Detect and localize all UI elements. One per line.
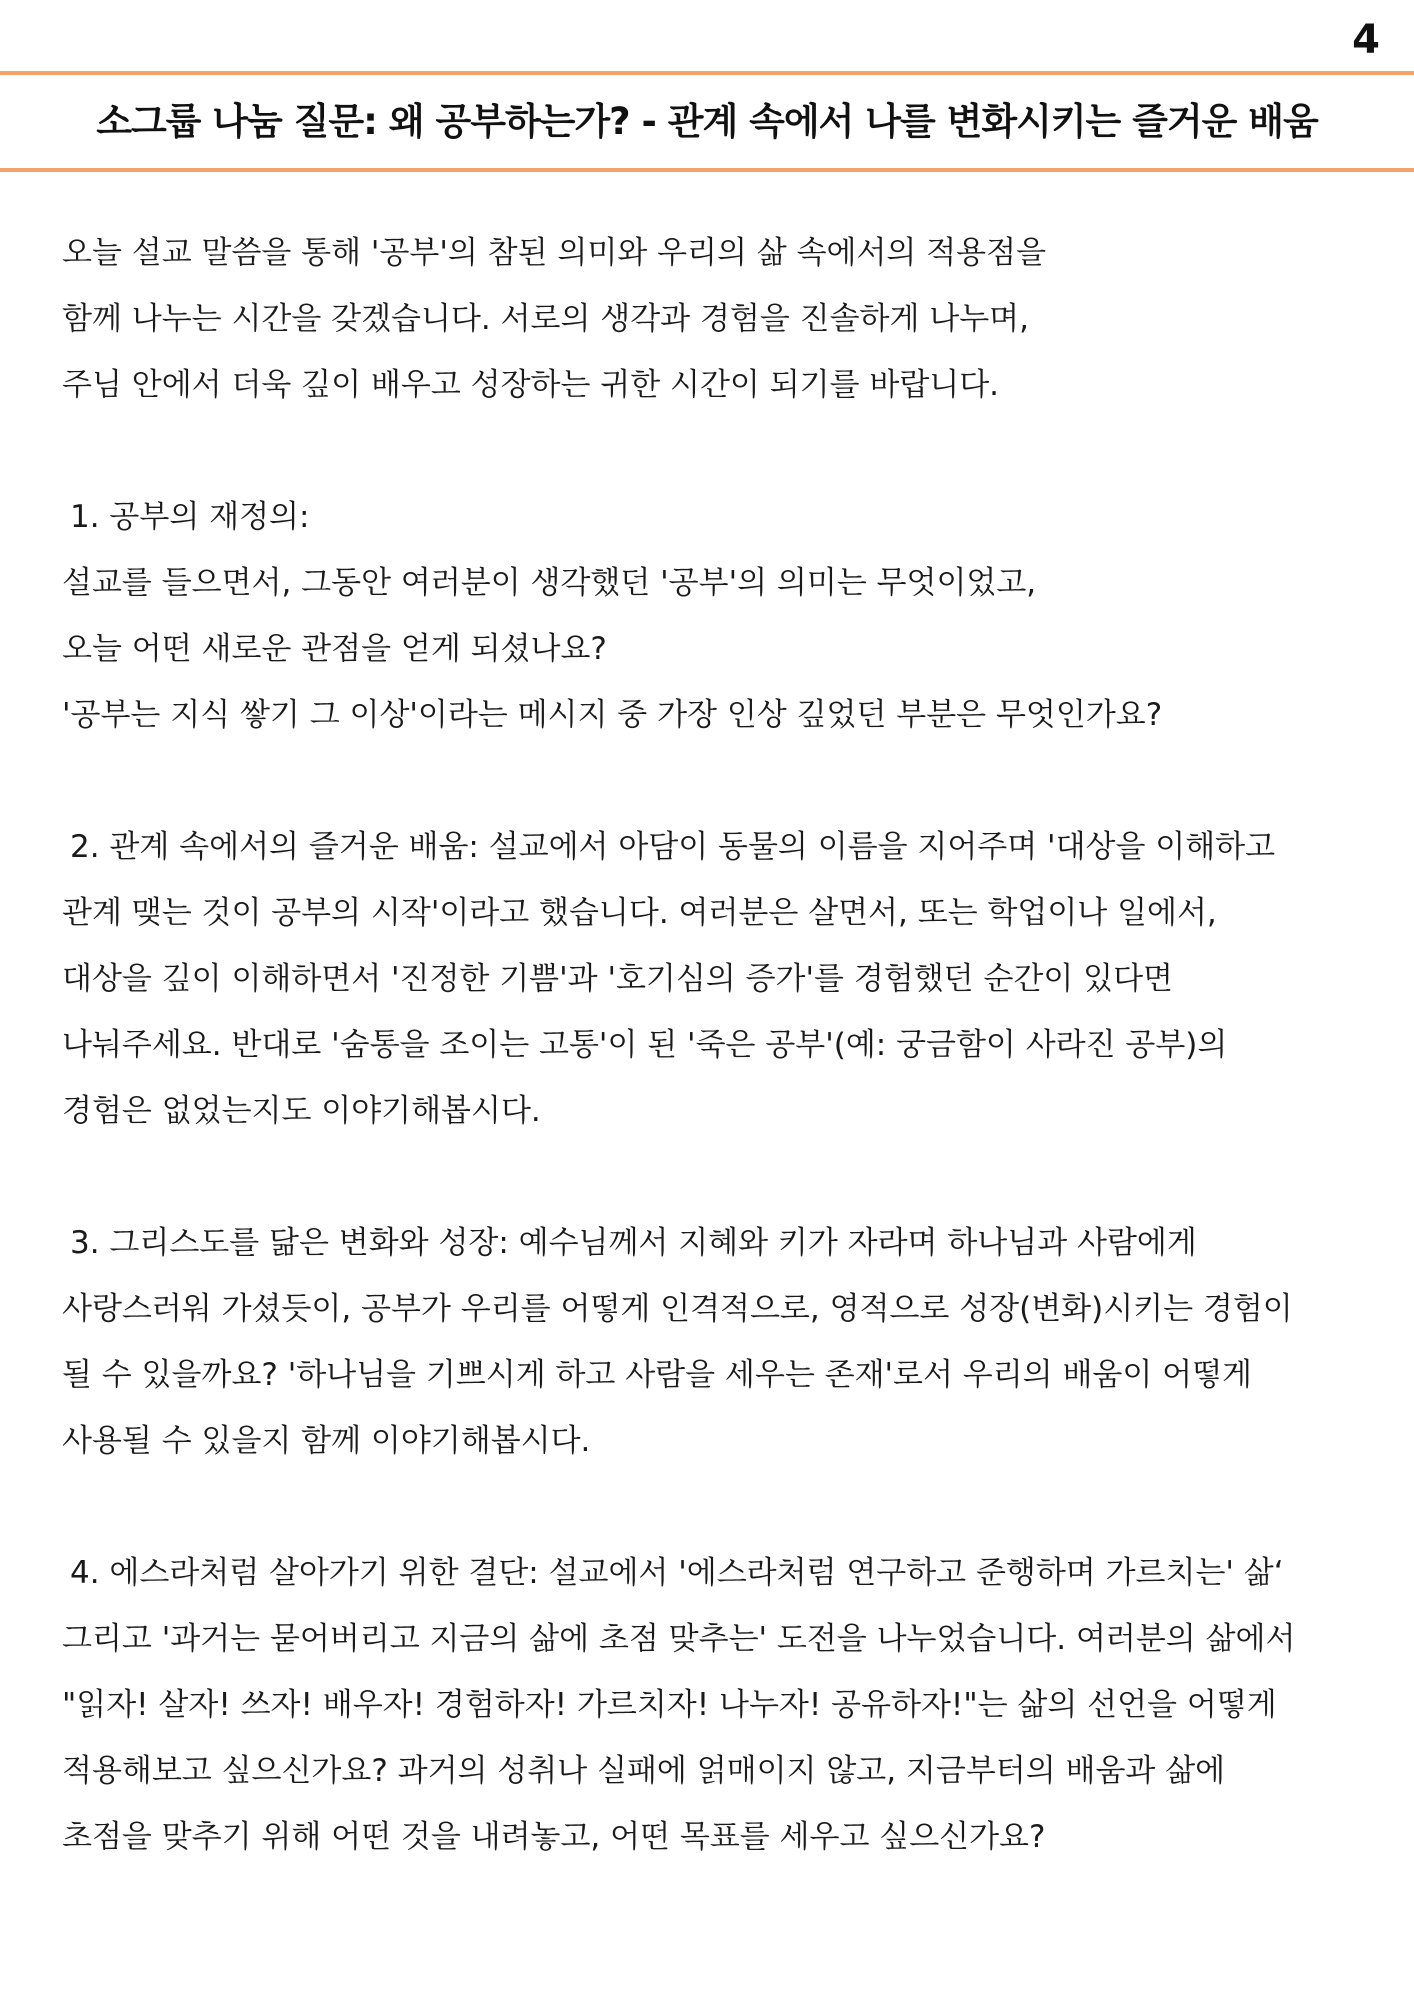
question-line: 초점을 맞추기 위해 어떤 것을 내려놓고, 어떤 목표를 세우고 싶으신가요?: [62, 1819, 1046, 1855]
question-line: 적용해보고 싶으신가요? 과거의 성취나 실패에 얽매이지 않고, 지금부터의 배움과 삶에: [62, 1753, 1226, 1789]
question-line: 경험은 없었는지도 이야기해봅시다.: [62, 1093, 541, 1129]
paragraph-gap: [62, 418, 1382, 484]
question-4-heading: 4. 에스라처럼 살아가기 위한 결단: 설교에서 '에스라처럼 연구하고 준행하며 가르치는' 삶‘: [70, 1555, 1284, 1591]
question-line: 설교를 들으면서, 그동안 여러분이 생각했던 '공부'의 의미는 무엇이었고,: [62, 565, 1037, 601]
question-4: [62, 1540, 1382, 1870]
question-1: [62, 484, 1382, 748]
question-line: 오늘 어떤 새로운 관점을 얻게 되셨나요?: [62, 631, 607, 667]
question-line: 사용될 수 있을지 함께 이야기해봅시다.: [62, 1423, 591, 1459]
question-line: 사랑스러워 가셨듯이, 공부가 우리를 어떻게 인격적으로, 영적으로 성장(변화)시키는 경험이: [62, 1291, 1293, 1327]
question-line: "읽자! 살자! 쓰자! 배우자! 경험하자! 가르치자! 나누자! 공유하자!"는 삶의 선언을 어떻게: [62, 1687, 1277, 1723]
intro-line: 주님 안에서 더욱 깊이 배우고 성장하는 귀한 시간이 되기를 바랍니다.: [62, 367, 1000, 403]
question-2: [62, 814, 1382, 1144]
paragraph-gap: [62, 1474, 1382, 1540]
page-title: 소그룹 나눔 질문: 왜 공부하는가? - 관계 속에서 나를 변화시키는 즐거운 배움: [96, 100, 1318, 143]
paragraph-gap: [62, 748, 1382, 814]
question-line: 될 수 있을까요? '하나님을 기쁘시게 하고 사람을 세우는 존재'로서 우리의 배움이 어떻게: [62, 1357, 1252, 1393]
intro-line: 함께 나누는 시간을 갖겠습니다. 서로의 생각과 경험을 진솔하게 나누며,: [62, 301, 1029, 337]
question-1-heading: 1. 공부의 재정의:: [70, 499, 310, 535]
intro-paragraph: [62, 220, 1382, 418]
question-line: 나눠주세요. 반대로 '숨통을 조이는 고통'이 된 '죽은 공부'(예: 궁금함이 사라진 공부)의: [62, 1027, 1228, 1063]
page-number: 4: [1352, 17, 1380, 63]
title-bottom-rule: [0, 168, 1414, 172]
question-2-heading: 2. 관계 속에서의 즐거운 배움: 설교에서 아담이 동물의 이름을 지어주며 '대상을 이해하고: [70, 829, 1276, 865]
paragraph-gap: [62, 1144, 1382, 1210]
question-line: 관계 맺는 것이 공부의 시작'이라고 했습니다. 여러분은 살면서, 또는 학업이나 일에서,: [62, 895, 1217, 931]
title-top-rule: [0, 71, 1414, 75]
question-3: [62, 1210, 1382, 1474]
document-body: [62, 220, 1382, 1870]
question-line: 그리고 '과거는 묻어버리고 지금의 삶에 초점 맞추는' 도전을 나누었습니다. 여러분의 삶에서: [62, 1621, 1296, 1657]
question-line: 대상을 깊이 이해하면서 '진정한 기쁨'과 '호기심의 증가'를 경험했던 순간이 있다면: [62, 961, 1173, 997]
intro-line: 오늘 설교 말씀을 통해 '공부'의 참된 의미와 우리의 삶 속에서의 적용점을: [62, 235, 1047, 271]
question-3-heading: 3. 그리스도를 닮은 변화와 성장: 예수님께서 지혜와 키가 자라며 하나님과 사람에게: [70, 1225, 1197, 1261]
question-line: '공부는 지식 쌓기 그 이상'이라는 메시지 중 가장 인상 깊었던 부분은 무엇인가요?: [62, 697, 1163, 733]
